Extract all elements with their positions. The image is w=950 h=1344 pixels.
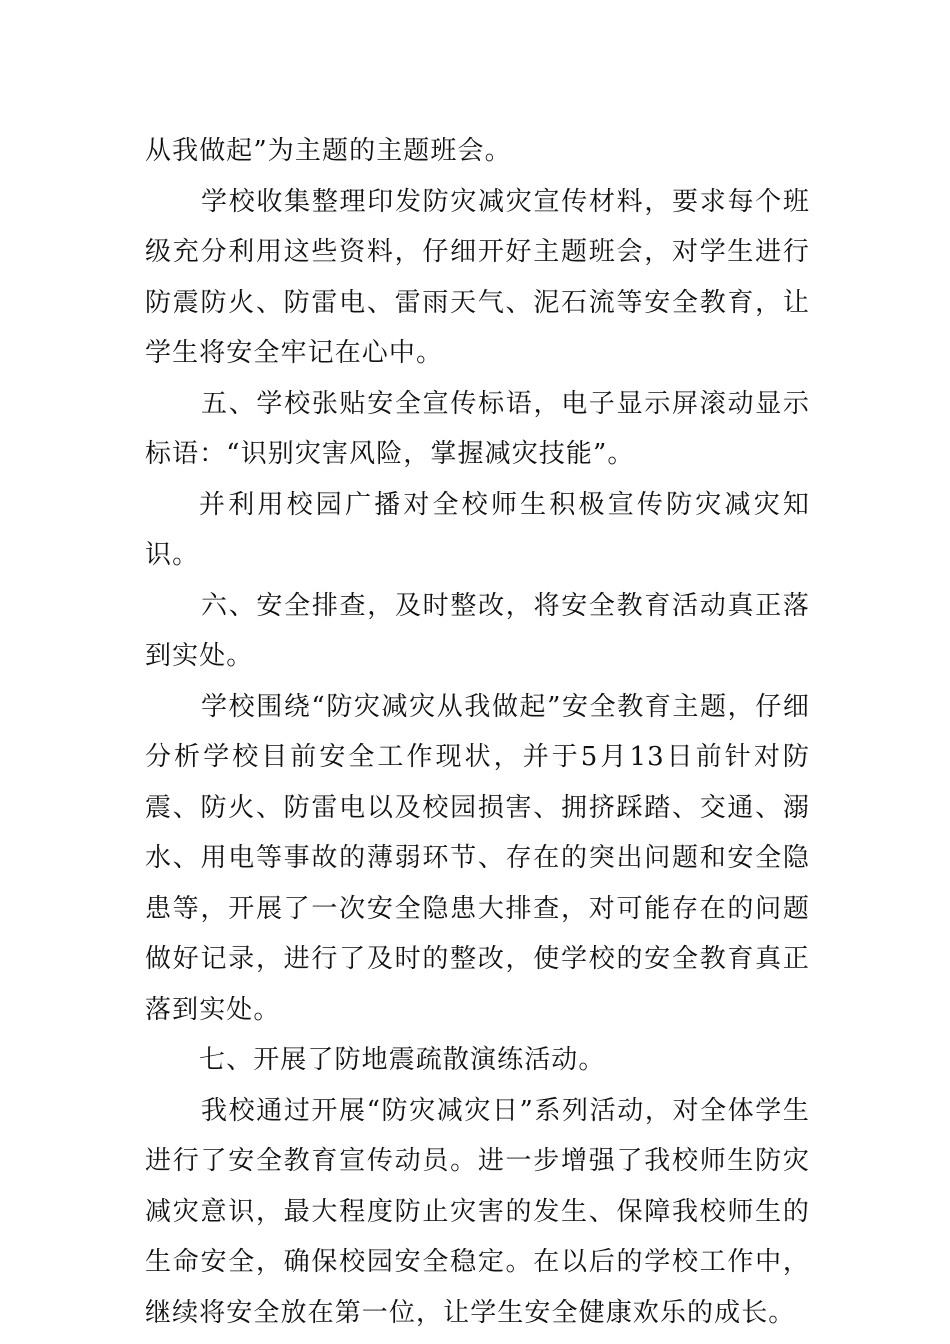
paragraph-section-six: 六、安全排查，及时整改，将安全教育活动真正落到实处。 bbox=[145, 590, 810, 671]
paragraph-campus-broadcast: 并利用校园广播对全校师生积极宣传防灾减灾知识。 bbox=[145, 489, 810, 570]
paragraph-conclusion: 我校通过开展“防灾减灾日”系列活动，对全体学生进行了安全教育宣传动员。进一步增强了我校师生防灾减灾意识，最大程度防止灾害的发生、保障我校师生的生命安全，确保校园安全稳定。在以后的学校工作中，继续将安全放在第一位，让学生安全健康欢乐的成长。 bbox=[145, 1095, 810, 1328]
paragraph-safety-inspection: 学校围绕“防灾减灾从我做起”安全教育主题，仔细分析学校目前安全工作现状，并于5月13日前针对防震、防火、防雷电以及校园损害、拥挤踩踏、交通、溺水、用电等事故的薄弱环节、存在的突出问题和安全隐患等，开展了一次安全隐患大排查，对可能存在的问题做好记录，进行了及时的整改，使学校的安全教育真正落到实处。 bbox=[145, 691, 810, 1025]
paragraph-section-seven: 七、开展了防地震疏散演练活动。 bbox=[199, 1045, 606, 1075]
paragraph-publicity-materials: 学校收集整理印发防灾减灾宣传材料，要求每个班级充分利用这些资料，仔细开好主题班会，对学生进行防震防火、防雷电、雷雨天气、泥石流等安全教育，让学生将安全牢记在心中。 bbox=[145, 186, 810, 368]
paragraph-section-five: 五、学校张贴安全宣传标语，电子显示屏滚动显示标语：“识别灾害风险，掌握减灾技能”。 bbox=[145, 388, 810, 469]
document-body bbox=[145, 126, 810, 1338]
paragraph-continuation: 从我做起”为主题的主题班会。 bbox=[145, 136, 512, 166]
